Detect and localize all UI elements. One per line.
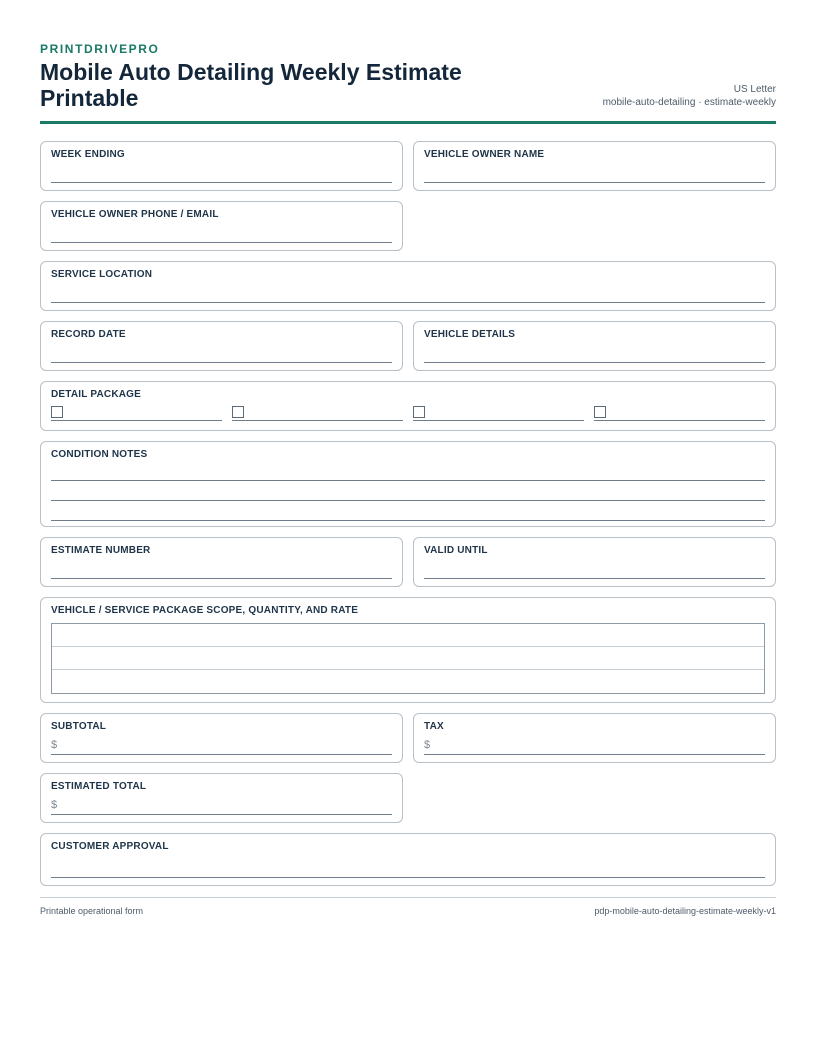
field-label: ESTIMATED TOTAL (51, 781, 147, 792)
detail-package-option[interactable] (413, 404, 584, 421)
page-title: Mobile Auto Detailing Weekly Estimate Printable (40, 59, 462, 111)
vehicle-owner-contact-field (40, 201, 403, 251)
vehicle-owner-name-input[interactable] (424, 163, 765, 183)
condition-notes-field (40, 441, 776, 527)
detail-package-field (40, 381, 776, 431)
form-id: pdp-mobile-auto-detailing-estimate-weekly-v1 (594, 906, 776, 916)
detail-package-options (51, 404, 765, 421)
detail-package-option[interactable] (51, 404, 222, 421)
customer-approval-field (40, 833, 776, 886)
form-meta (603, 83, 776, 111)
field-label: VEHICLE / SERVICE PACKAGE SCOPE, QUANTITY, AND RATE (51, 605, 359, 616)
customer-approval-input[interactable] (51, 855, 765, 878)
vehicle-details-input[interactable] (424, 343, 765, 363)
week-ending-field (40, 141, 403, 191)
record-date-input[interactable] (51, 343, 392, 363)
table-row[interactable] (52, 670, 764, 693)
footer-note: Printable operational form (40, 906, 144, 916)
subtotal-input[interactable]: $ (51, 737, 392, 755)
table-row[interactable] (52, 624, 764, 647)
field-label: RECORD DATE (51, 329, 126, 340)
form-fields (40, 141, 776, 886)
field-label: VEHICLE OWNER PHONE / EMAIL (51, 209, 219, 220)
week-ending-input[interactable] (51, 163, 392, 183)
detail-package-option[interactable] (232, 404, 403, 421)
estimate-number-field (40, 537, 403, 587)
field-label: SUBTOTAL (51, 721, 107, 732)
scope-table (51, 623, 765, 694)
detail-package-option[interactable] (594, 404, 765, 421)
tax-field (413, 713, 776, 763)
valid-until-input[interactable] (424, 559, 765, 579)
paper-size: US Letter (733, 84, 776, 95)
form-footer (40, 897, 776, 916)
service-location-field (40, 261, 776, 311)
field-label: VEHICLE DETAILS (424, 329, 516, 340)
field-label: TAX (424, 721, 444, 732)
vehicle-owner-name-field (413, 141, 776, 191)
condition-notes-line[interactable] (51, 461, 765, 481)
estimated-total-input[interactable]: $ (51, 797, 392, 815)
field-label: DETAIL PACKAGE (51, 389, 142, 400)
vehicle-details-field (413, 321, 776, 371)
form-slug: mobile-auto-detailing · estimate-weekly (602, 97, 776, 108)
record-date-field (40, 321, 403, 371)
checkbox[interactable] (232, 406, 244, 418)
table-row[interactable] (52, 647, 764, 670)
condition-notes-line[interactable] (51, 481, 765, 501)
valid-until-field (413, 537, 776, 587)
field-label: VEHICLE OWNER NAME (424, 149, 545, 160)
field-label: CONDITION NOTES (51, 449, 148, 460)
scope-table-field (40, 597, 776, 703)
checkbox[interactable] (413, 406, 425, 418)
field-label: ESTIMATE NUMBER (51, 545, 151, 556)
form-header (40, 57, 776, 124)
checkbox[interactable] (51, 406, 63, 418)
field-label: SERVICE LOCATION (51, 269, 153, 280)
field-label: WEEK ENDING (51, 149, 125, 160)
estimate-form (40, 38, 776, 896)
checkbox[interactable] (594, 406, 606, 418)
service-location-input[interactable] (51, 283, 765, 303)
brand-name: PRINTDRIVEPRO (40, 42, 160, 56)
field-label: VALID UNTIL (424, 545, 488, 556)
tax-input[interactable]: $ (424, 737, 765, 755)
estimated-total-field (40, 773, 403, 823)
vehicle-owner-contact-input[interactable] (51, 223, 392, 243)
subtotal-field (40, 713, 403, 763)
condition-notes-line[interactable] (51, 501, 765, 521)
estimate-number-input[interactable] (51, 559, 392, 579)
field-label: CUSTOMER APPROVAL (51, 841, 169, 852)
